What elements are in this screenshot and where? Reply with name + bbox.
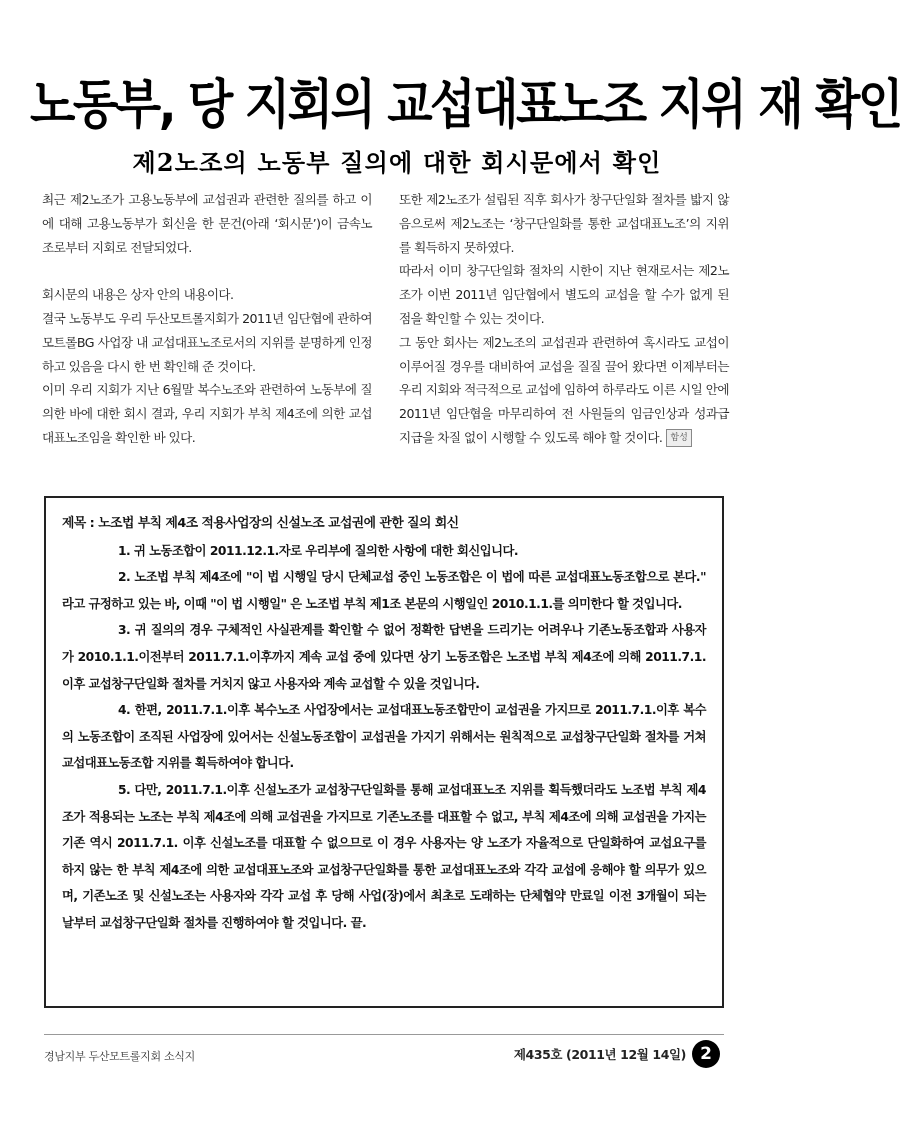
- reply-title: 제목 : 노조법 부칙 제4조 적용사업장의 신설노조 교섭권에 관한 질의 회신: [62, 516, 459, 531]
- reply-item: 3. 귀 질의의 경우 구체적인 사실관계를 확인할 수 없어 정확한 답변을 드리기는 어려우나 기존노동조합과 사용자가 2010.1.1.이전부터 2011.7.1.이후까지 계속 교섭 중에 있다면 상기 노동조합은 노조법 부칙 제4조에 의해 2011.7.1.이후 교섭창구단일화 절차를 거치지 않고 사용자와 계속 교섭할 수 있을 것입니다.: [62, 623, 706, 691]
- publication-name: 경남지부 두산모트롤지회 소식지: [44, 1050, 195, 1063]
- page-number: 2: [692, 1040, 720, 1068]
- author-stamp: 함성: [666, 429, 691, 447]
- reply-item: 5. 다만, 2011.7.1.이후 신설노조가 교섭창구단일화를 통해 교섭대표노조 지위를 획득했더라도 노조법 부칙 제4조가 적용되는 노조는 부칙 제4조에 의해 교섭권을 가지므로 기존노조를 대표할 수 없고, 부칙 제4조에 의해 교섭권을 가지는 기존 역시 2011.7.1. 이후 신설노조를 대표할 수 없으므로 이 경우 사용자는 양 노조가 자율적으로 단일화하여 교섭요구를 하지 않는 한 부칙 제4조에 의한 교섭대표노조와 교섭창구단일화를 통한 교섭대표노조와 각각 교섭에 응해야 할 의무가 있으며, 기존노조 및 신설노조는 사용자와 각각 교섭 후 당해 사업(장)에서 최초로 도래하는 단체협약 만료일 이전 3개월이 되는 날부터 교섭창구단일화 절차를 진행하여야 할 것입니다. 끝.: [62, 782, 706, 930]
- paragraph: 따라서 이미 창구단일화 절차의 시한이 지난 현재로서는 제2노조가 이번 2011년 임단협에서 별도의 교섭을 할 수가 없게 된 점을 확인할 수 있는 것이다.: [399, 263, 729, 326]
- footer-divider: [44, 1034, 724, 1035]
- reply-document-content: [62, 511, 706, 937]
- paragraph: 최근 제2노조가 고용노동부에 교섭권과 관련한 질의를 하고 이에 대해 고용노동부가 회신을 한 문건(아래 ‘회시문’)이 금속노조로부터 지회로 전달되었다.: [42, 192, 372, 255]
- reply-item: 4. 한편, 2011.7.1.이후 복수노조 사업장에서는 교섭대표노동조합만이 교섭권을 가지므로 2011.7.1.이후 복수의 노동조합이 조직된 사업장에 있어서는 신설노동조합이 교섭권을 가지기 위해서는 원칙적으로 교섭창구단일화 절차를 거쳐 교섭대표노동조합 지위를 획득하여야 합니다.: [62, 703, 706, 771]
- reply-item: 1. 귀 노동조합이 2011.12.1.자로 우리부에 질의한 사항에 대한 회신입니다.: [118, 543, 519, 558]
- issue-info: 제435호 (2011년 12월 14일): [513, 1047, 686, 1062]
- reply-document-box: [44, 496, 724, 1008]
- reply-item: 2. 노조법 부칙 제4조에 "이 법 시행일 당시 단체교섭 중인 노동조합은 이 법에 따른 교섭대표노동조합으로 본다." 라고 규정하고 있는 바, 이때 "이 법 시행일" 은 노조법 부칙 제1조 본문의 시행일인 2010.1.1.를 의미한다 할 것입니다.: [62, 570, 706, 611]
- paragraph-text: 그 동안 회사는 제2노조의 교섭권과 관련하여 혹시라도 교섭이 이루어질 경우를 대비하여 교섭을 질질 끌어 왔다면 이제부터는 우리 지회와 적극적으로 교섭에 임하여 하루라도 이른 시일 안에 2011년 임단협을 마무리하여 전 사원들의 임금인상과 성과급 지급을 차질 없이 시행할 수 있도록 해야 할 것이다.: [399, 334, 729, 445]
- article-column-right: [399, 188, 729, 450]
- article-column-left: [42, 188, 372, 450]
- headline: 노동부, 당 지회의 교섭대표노조 지위 재 확인: [30, 74, 901, 136]
- paragraph: 회시문의 내용은 상자 안의 내용이다.: [42, 287, 234, 303]
- paragraph: 이미 우리 지회가 지난 6월말 복수노조와 관련하여 노동부에 질의한 바에 대한 회시 결과, 우리 지회가 부칙 제4조에 의한 교섭대표노조임을 확인한 바 있다.: [42, 382, 372, 445]
- paragraph: [399, 331, 729, 450]
- paragraph-gap: [42, 259, 372, 283]
- paragraph: 결국 노동부도 우리 두산모트롤지회가 2011년 임단협에 관하여 모트롤BG 사업장 내 교섭대표노조로서의 지위를 분명하게 인정하고 있음을 다시 한 번 확인해 준 것이다.: [42, 310, 372, 374]
- paragraph: 또한 제2노조가 설립된 직후 회사가 창구단일화 절차를 밟지 않음으로써 제2노조는 ‘창구단일화를 통한 교섭대표노조’의 지위를 획득하지 못하였다.: [399, 192, 729, 255]
- subheadline: 제2노조의 노동부 질의에 대한 회시문에서 확인: [132, 148, 662, 177]
